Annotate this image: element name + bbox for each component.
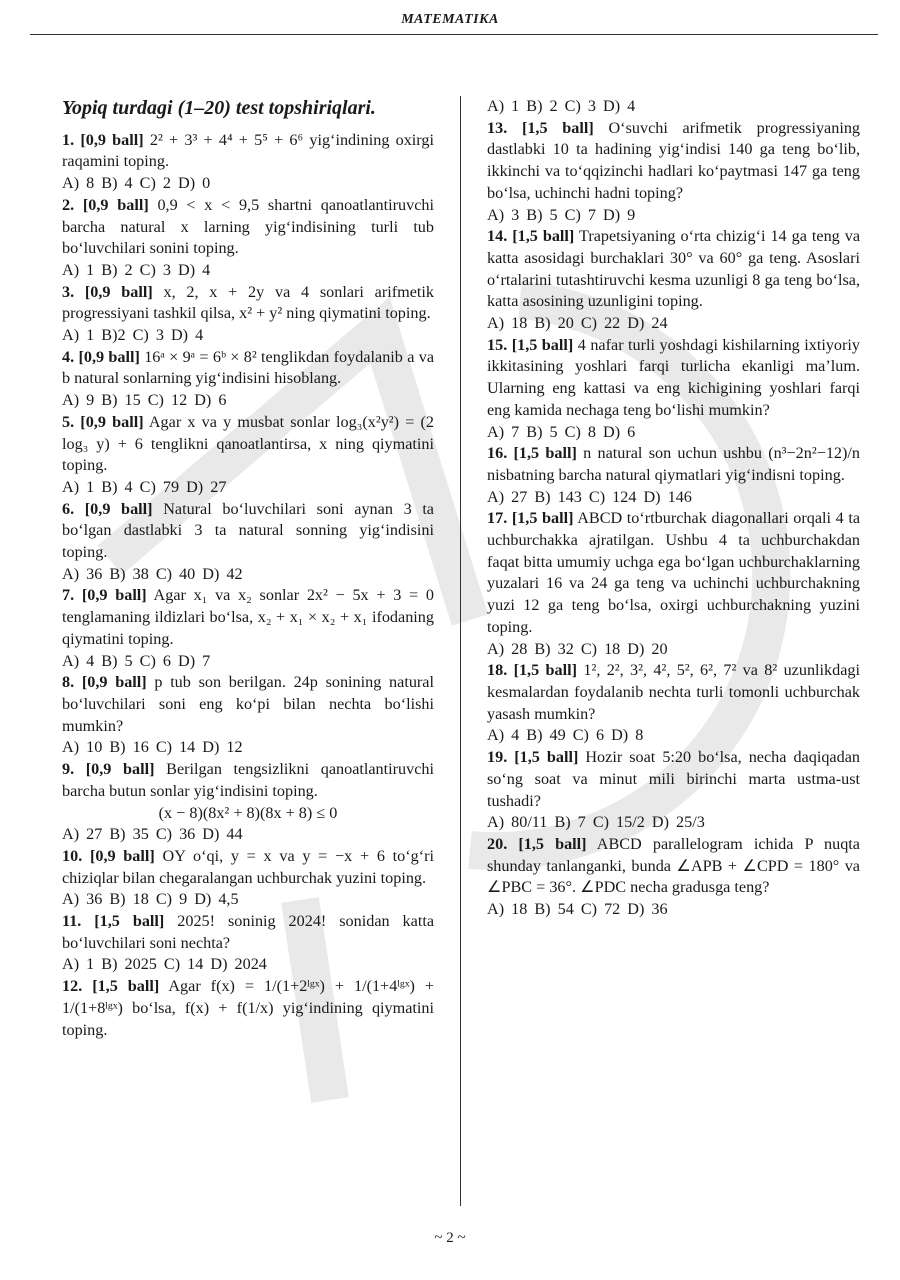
answer-options: A) 28 B) 32 C) 18 D) 20 [487, 639, 668, 658]
problem [62, 499, 434, 586]
problem-text: Berilgan tengsizlikni qanoatlantiruvchi barcha butun sonlar yig‘indisini toping. [62, 760, 434, 800]
problem [62, 412, 434, 499]
problem-number: 2. [0,9 ball] [62, 195, 149, 214]
problem-text: Hozir soat 5:20 bo‘lsa, necha daqiqadan so‘ng soat va minut mili birinchi marta ustma-ust tushadi? [487, 748, 860, 810]
problem [62, 672, 434, 759]
problem-number: 1. [0,9 ball] [62, 130, 144, 149]
problem-number: 6. [0,9 ball] [62, 499, 153, 518]
problem-text: 0,9 < x < 9,5 shartni qanoatlantiruvchi barcha natural x larning yig‘indisining turli tub bo‘luvchilari sonini toping. [62, 195, 434, 258]
answer-options: A) 36 B) 18 C) 9 D) 4,5 [62, 890, 239, 909]
answer-options: A) 4 B) 5 C) 6 D) 7 [62, 651, 211, 670]
answer-options: A) 1 B) 2 C) 3 D) 4 [62, 260, 211, 279]
answer-options: A) 1 B) 4 C) 79 D) 27 [62, 477, 227, 496]
problem [487, 834, 860, 921]
problem [487, 508, 860, 660]
answer-options: A) 3 B) 5 C) 7 D) 9 [487, 205, 636, 224]
answer-options: A) 7 B) 5 C) 8 D) 6 [487, 422, 636, 441]
problem-number: 15. [1,5 ball] [487, 335, 574, 354]
problem-text: n natural son uchun ushbu (n³−2n²−12)/n nisbatning barcha natural qiymatlari yig‘indisni toping. [487, 444, 860, 484]
problem-number: 16. [1,5 ball] [487, 444, 577, 463]
answer-options: A) 80/11 B) 7 C) 15/2 D) 25/3 [487, 813, 705, 832]
problem-text: Agar x₁ va x₂ sonlar 2x² − 5x + 3 = 0 tenglamaning ildizlari bo‘lsa, x₂ + x₁ × x₂ + x₁ ifodaning qiymatini toping. [62, 586, 434, 648]
problem [62, 585, 434, 672]
problem-text: OY o‘qi, y = x va y = −x + 6 to‘g‘ri chiziqlar bilan chegaralangan uchburchak yuzini toping. [62, 846, 434, 887]
problem [487, 660, 860, 747]
problem-number: 17. [1,5 ball] [487, 509, 574, 528]
problem-text: O‘suvchi arifmetik progressiyaning dastlabki 10 ta hadining yig‘indisi 140 ga teng bo‘lib, ikkinchi va to‘qqizinchi hadlari ko‘paytmasi 147 ga teng bo‘lsa, uchinchi hadni toping? [487, 118, 861, 202]
problem [62, 130, 434, 195]
problem-number: 14. [1,5 ball] [487, 227, 575, 246]
header-rule [30, 34, 878, 35]
problem-list-right [487, 96, 860, 921]
section-title: Yopiq turdagi (1–20) test topshiriqlari. [62, 97, 376, 119]
problem [487, 226, 860, 335]
problem-text: p tub son berilgan. 24p sonining natural bo‘luvchilari soni eng ko‘pi bilan nechta bo‘lishi mumkin? [62, 673, 434, 735]
problem-number: 18. [1,5 ball] [487, 661, 578, 680]
answer-options: A) 18 B) 20 C) 22 D) 24 [487, 314, 668, 333]
problem-number: 4. [0,9 ball] [62, 347, 140, 366]
problem-text: Agar f(x) = 1/(1+2ˡᵍˣ) + 1/(1+4ˡᵍˣ) + 1/(1+8ˡᵍˣ) bo‘lsa, f(x) + f(1/x) yig‘indining qiymatini toping. [62, 977, 435, 1039]
problem-text: ABCD parallelogram ichida P nuqta shunday tanlanganki, bunda ∠APB + ∠CPD = 180° va ∠PBC = 36°. ∠PDC necha gradusga teng? [487, 834, 860, 897]
problem-number: 12. [1,5 ball] [62, 977, 160, 996]
problem-list-left [62, 130, 434, 1042]
problem [487, 335, 860, 444]
problem-formula: (x − 8)(8x² + 8)(8x + 8) ≤ 0 [158, 803, 338, 822]
page-header: MATEMATIKA [401, 12, 499, 27]
problem-number: 19. [1,5 ball] [487, 748, 579, 767]
answer-options: A) 1 B) 2 C) 3 D) 4 [487, 97, 636, 115]
answer-options: A) 8 B) 4 C) 2 D) 0 [62, 174, 211, 193]
left-column [62, 96, 434, 1041]
problem-text: Trapetsiyaning o‘rta chizig‘i 14 ga teng va katta asosidagi burchaklari 30° va 60° ga teng. Asoslari o‘rtalarini tutashtiruvchi kesma uzunligi 8 ga teng bo‘lsa, katta asosining uzunligini toping. [487, 227, 861, 311]
problem-text: Natural bo‘luvchilari soni aynan 3 ta bo‘lgan dastlabki 3 ta natural sonning yig‘indisini toping. [62, 499, 434, 562]
problem [62, 846, 434, 911]
problem-text: 16ᵃ × 9ᵃ = 6ᵇ × 8² tenglikdan foydalanib a va b natural sonlarning yig‘indisini hisoblang. [62, 347, 434, 388]
problem [487, 118, 860, 227]
problem-number: 5. [0,9 ball] [62, 412, 144, 431]
problem [487, 96, 860, 118]
problem-number: 13. [1,5 ball] [487, 118, 594, 137]
problem-text: 1², 2², 3², 4², 5², 6², 7² va 8² uzunlikdagi kesmalardan foydalanib nechta turli tomonli uchburchak yasash mumkin? [487, 661, 861, 723]
problem [62, 282, 434, 347]
problem-number: 3. [0,9 ball] [62, 282, 153, 301]
problem-number: 10. [0,9 ball] [62, 846, 155, 865]
right-column [487, 96, 860, 921]
problem-number: 20. [1,5 ball] [487, 834, 587, 853]
page-number: ~ 2 ~ [434, 1230, 466, 1246]
problem [62, 195, 434, 282]
answer-options: A) 10 B) 16 C) 14 D) 12 [62, 738, 243, 757]
problem [487, 747, 860, 834]
answer-options: A) 27 B) 35 C) 36 D) 44 [62, 825, 243, 844]
problem-number: 11. [1,5 ball] [62, 912, 165, 931]
problem-number: 9. [0,9 ball] [62, 760, 155, 779]
answer-options: A) 18 B) 54 C) 72 D) 36 [487, 900, 668, 919]
problem-text: 2025! soninig 2024! sonidan katta bo‘luvchilari soni nechta? [62, 912, 435, 952]
problem [62, 759, 434, 846]
problem-number: 7. [0,9 ball] [62, 586, 147, 605]
problem-text: 4 nafar turli yoshdagi kishilarning ixtiyoriy ikkitasining yoshlari farqi turlicha ekanligi ma’lum. Ularning eng kattasi va eng kichigining yoshlari farqi eng kamida nechaga teng bo‘lishi mumkin? [487, 335, 860, 419]
problem [487, 443, 860, 508]
problem-text: 2² + 3³ + 4⁴ + 5⁵ + 6⁶ yig‘indining oxirgi raqamini toping. [62, 130, 434, 171]
problem-text: x, 2, x + 2y va 4 sonlari arifmetik progressiyani tashkil qilsa, x² + y² ning qiymatini toping. [62, 282, 435, 323]
answer-options: A) 1 B)2 C) 3 D) 4 [62, 326, 204, 345]
problem-text: Agar x va y musbat sonlar log₃(x²y²) = (2 log₃ y) + 6 tenglikni qanoatlantirsa, x ning qiymatini toping. [62, 412, 434, 475]
problem [62, 347, 434, 412]
column-divider [460, 96, 461, 1206]
answer-options: A) 9 B) 15 C) 12 D) 6 [62, 391, 227, 410]
problem-text: ABCD to‘rtburchak diagonallari orqali 4 ta uchburchakka ajratilgan. Ushbu 4 ta uchburchakdan faqat bitta umumiy uchga ega bo‘lgan uchburchaklarning yuzalari 16 va 24 ga teng va uchinchi uchburchakning yuzi 12 ga teng bo‘lsa, oxirgi uchburchakning yuzini toping. [487, 509, 860, 636]
answer-options: A) 1 B) 2025 C) 14 D) 2024 [62, 955, 267, 974]
answer-options: A) 36 B) 38 C) 40 D) 42 [62, 564, 243, 583]
problem-number: 8. [0,9 ball] [62, 673, 147, 692]
answer-options: A) 4 B) 49 C) 6 D) 8 [487, 726, 644, 745]
problem [62, 911, 434, 976]
answer-options: A) 27 B) 143 C) 124 D) 146 [487, 487, 692, 506]
problem [62, 976, 434, 1041]
